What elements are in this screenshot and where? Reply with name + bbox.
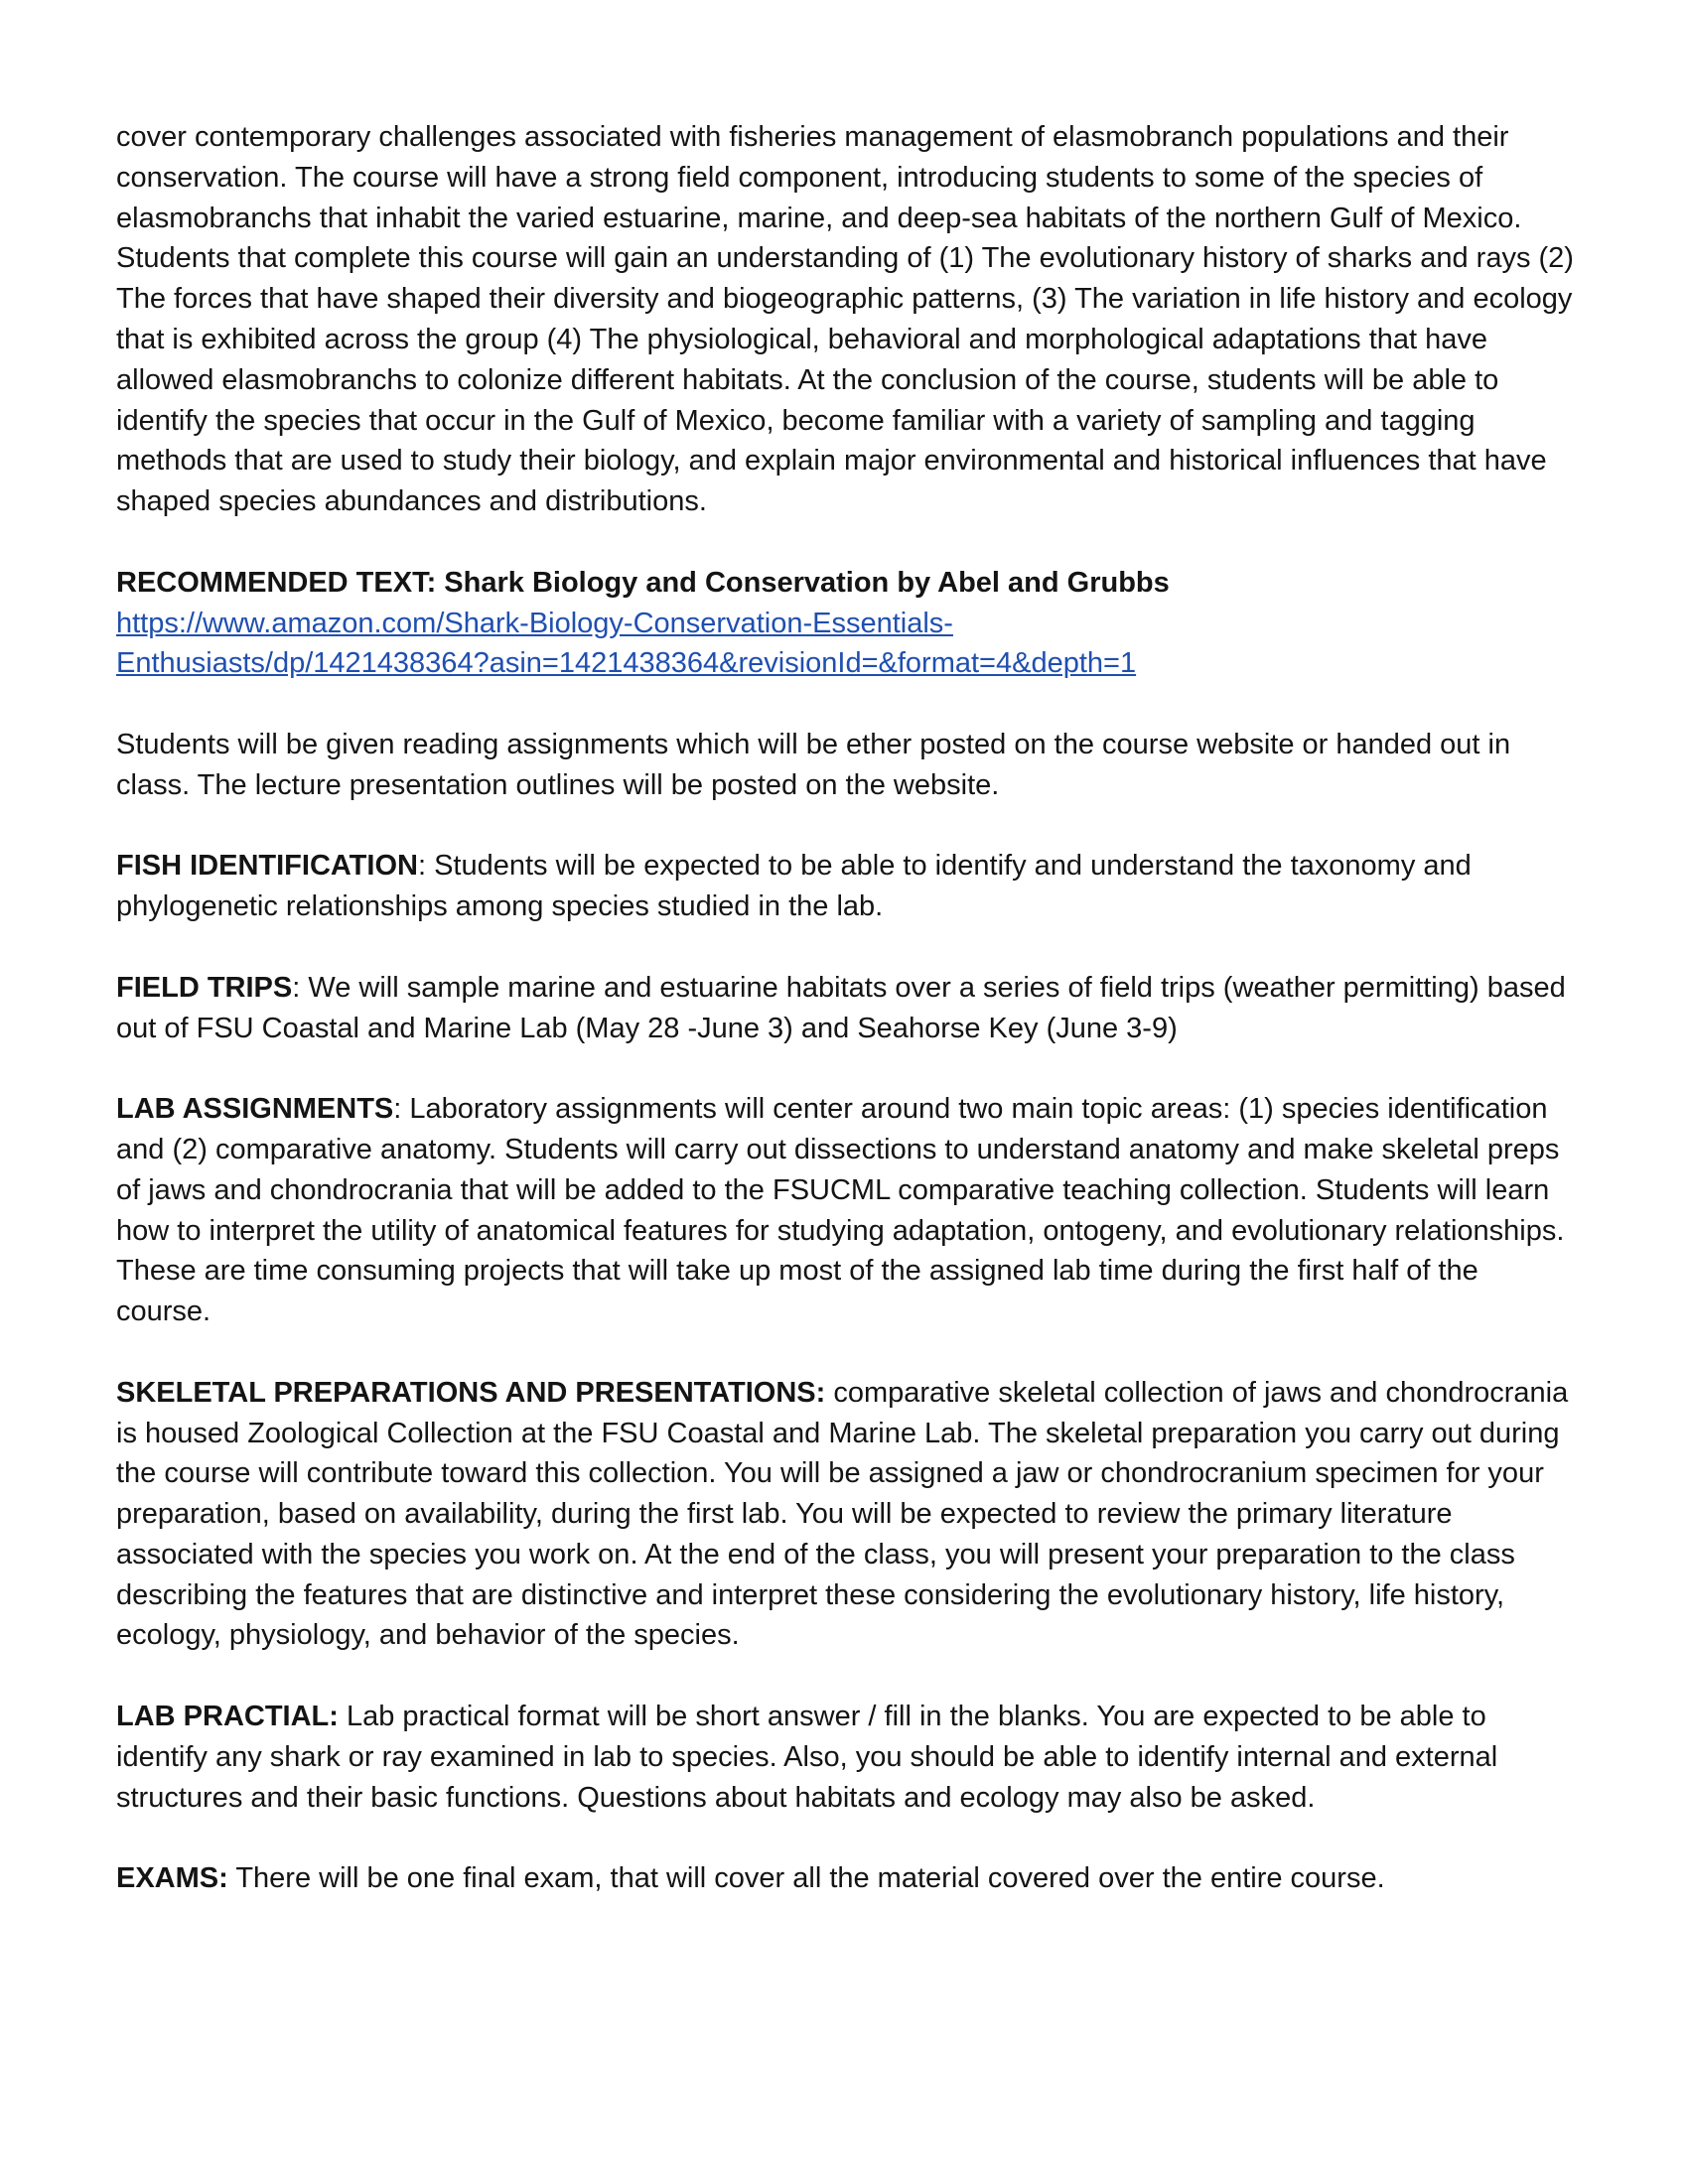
lab-assignments-text: : Laboratory assignments will center around two main topic areas: (1) species identification and (2) comparative anatomy. Students will carry out dissections to understand anatomy and make skeletal preps of jaws and chondrocrania that will be added to the FSUCML comparative teaching collection. Students will learn how to interpret the utility of anatomical features for studying adaptation, ontogeny, and evolutionary relationships. These are time consuming projects that will take up most of the assigned lab time during the first half of the course. [116,1093,1565,1328]
skeletal-preparations-section [116,1373,1576,1657]
lab-practical-section [116,1697,1576,1818]
reading-assignments-text: Students will be given reading assignments which will be ether posted on the course website or handed out in class. The lecture presentation outlines will be posted on the website. [116,728,1511,801]
lab-practical-text: Lab practical format will be short answer / fill in the blanks. You are expected to be able to identify any shark or ray examined in lab to species. Also, you should be able to identify internal and external structures and their basic functions. Questions about habitats and ecology may also be asked. [116,1701,1498,1814]
skeletal-preparations-text: comparative skeletal collection of jaws and chondrocrania is housed Zoological Collection at the FSU Coastal and Marine Lab. The skeletal preparation you carry out during the course will contribute toward this collection. You will be assigned a jaw or chondrocranium specimen for your preparation, based on availability, during the first lab. You will be expected to review the primary literature associated with the species you work on. At the end of the class, you will present your preparation to the class describing the features that are distinctive and interpret these considering the evolutionary history, life history, ecology, physiology, and behavior of the species. [116,1376,1569,1652]
fish-identification-section [116,846,1576,927]
lab-practical-label: LAB PRACTIAL: [116,1701,339,1733]
field-trips-label: FIELD TRIPS [116,971,293,1004]
field-trips-section [116,968,1576,1049]
recommended-text-link[interactable] [116,604,1576,685]
course-description-text: cover contemporary challenges associated with fisheries management of elasmobranch populations and their conservation. The course will have a strong field component, introducing students to some of the species of elasmobranchs that inhabit the varied estuarine, marine, and deep-sea habitats of the northern Gulf of Mexico. Students that complete this course will gain an understanding of (1) The evolutionary history of sharks and rays (2) The forces that have shaped their diversity and biogeographic patterns, (3) The variation in life history and ecology that is exhibited across the group (4) The physiological, behavioral and morphological adaptations that have allowed elasmobranchs to colonize different habitats. At the conclusion of the course, students will be able to identify the species that occur in the Gulf of Mexico, become familiar with a variety of sampling and tagging methods that are used to study their biology, and explain major environmental and historical influences that have shaped species abundances and distributions. [116,121,1574,518]
recommended-text-section [116,563,1576,684]
field-trips-text: : We will sample marine and estuarine habitats over a series of field trips (weather permitting) based out of FSU Coastal and Marine Lab (May 28 -June 3) and Seahorse Key (June 3-9) [116,971,1566,1044]
syllabus-page [116,117,1576,1940]
exams-section [116,1858,1576,1899]
course-description-paragraph [116,117,1576,522]
fish-identification-label: FISH IDENTIFICATION [116,850,418,883]
fish-identification-text: : Students will be expected to be able to identify and understand the taxonomy and phylogenetic relationships among species studied in the lab. [116,850,1472,923]
exams-text: There will be one final exam, that will cover all the material covered over the entire course. [227,1862,1385,1895]
recommended-text-link-line-2: Enthusiasts/dp/1421438364?asin=1421438364&revisionId=&format=4&depth=1 [116,647,1137,680]
exams-label: EXAMS: [116,1862,228,1895]
recommended-text-link-line-1: https://www.amazon.com/Shark-Biology-Conservation-Essentials- [116,607,953,639]
lab-assignments-label: LAB ASSIGNMENTS [116,1093,394,1126]
recommended-text-heading: RECOMMENDED TEXT: Shark Biology and Conservation by Abel and Grubbs [116,566,1170,599]
skeletal-preparations-label: SKELETAL PREPARATIONS AND PRESENTATIONS: [116,1376,826,1409]
reading-assignments-paragraph [116,725,1576,806]
lab-assignments-section [116,1089,1576,1332]
